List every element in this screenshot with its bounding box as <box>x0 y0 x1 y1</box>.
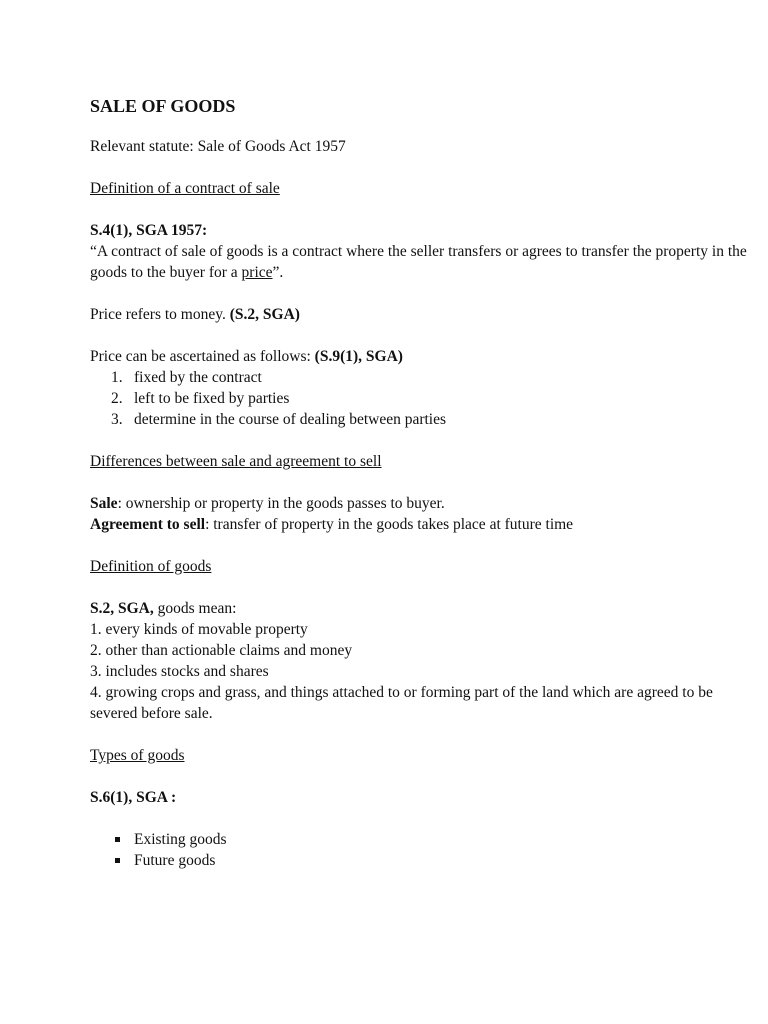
quote-price-word: price <box>241 264 273 281</box>
list-item: 2. left to be fixed by parties <box>111 390 290 407</box>
agreement-text: : transfer of property in the goods takes place at future time <box>205 516 574 533</box>
relevant-statute: Relevant statute: Sale of Goods Act 1957 <box>90 138 346 155</box>
list-item: 1. fixed by the contract <box>111 369 262 386</box>
square-bullet-icon <box>115 858 120 863</box>
document-page <box>90 94 750 871</box>
heading-goods: Definition of goods <box>90 558 212 575</box>
sale-definition <box>90 493 750 514</box>
heading-differences: Differences between sale and agreement to sell <box>90 453 382 470</box>
sale-term: Sale <box>90 495 118 512</box>
contract-definition-quote <box>90 241 750 283</box>
square-bullet-icon <box>115 837 120 842</box>
list-item: Future goods <box>90 850 750 871</box>
ascertain-list <box>90 367 750 430</box>
goods-ref: S.2, SGA, <box>90 600 154 617</box>
types-list <box>90 829 750 871</box>
heading-contract-of-sale: Definition of a contract of sale <box>90 180 280 197</box>
list-item: 3. determine in the course of dealing between parties <box>111 411 447 428</box>
heading-types: Types of goods <box>90 747 185 764</box>
ascertain-ref: (S.9(1), SGA) <box>314 348 403 365</box>
price-ascertain <box>90 346 750 367</box>
ascertain-text: Price can be ascertained as follows: <box>90 348 315 365</box>
agreement-term: Agreement to sell <box>90 516 206 533</box>
list-item: 3. includes stocks and shares <box>90 663 269 680</box>
list-item: 4. growing crops and grass, and things attached to or forming part of the land which are agreed to be severed before sale. <box>90 684 713 722</box>
types-ref: S.6(1), SGA : <box>90 789 177 806</box>
list-item: 1. every kinds of movable property <box>90 621 308 638</box>
sale-text: : ownership or property in the goods passes to buyer. <box>117 495 445 512</box>
goods-ref-text: goods mean: <box>153 600 237 617</box>
price-definition <box>90 304 750 325</box>
agreement-definition <box>90 514 750 535</box>
price-ref: (S.2, SGA) <box>229 306 300 323</box>
list-item: 2. other than actionable claims and money <box>90 642 353 659</box>
section-ref-s4: S.4(1), SGA 1957: <box>90 222 208 239</box>
list-item: Existing goods <box>90 829 750 850</box>
document-title: SALE OF GOODS <box>90 96 236 116</box>
price-text: Price refers to money. <box>90 306 230 323</box>
goods-ref-line <box>90 598 750 619</box>
quote-end: ”. <box>272 264 284 281</box>
quote-text: “A contract of sale of goods is a contract where the seller transfers or agrees to transfer the property in the goods to the buyer for a <box>90 243 747 281</box>
